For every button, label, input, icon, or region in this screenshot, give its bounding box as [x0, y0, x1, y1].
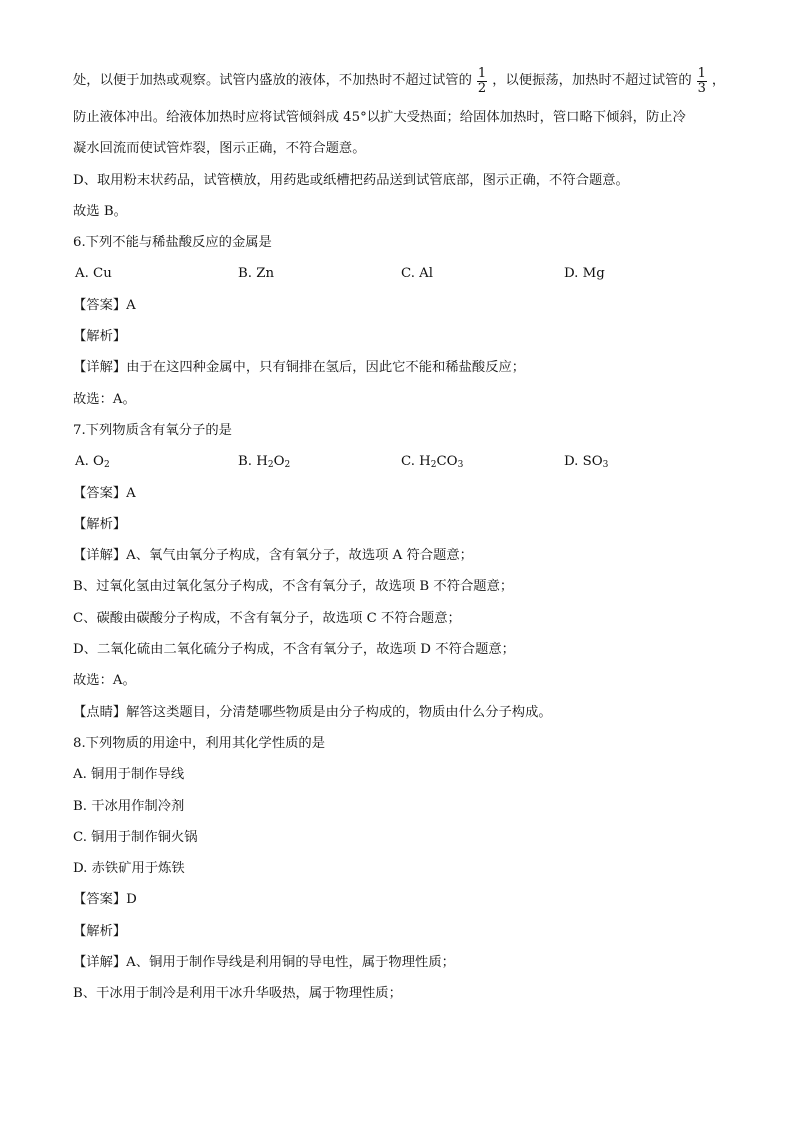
detail-text: B、干冰用于制冷是利用干冰升华吸热，属于物理性质；: [73, 986, 402, 1002]
option-d: D. 赤铁矿用于炼铁: [73, 861, 185, 877]
option-b: B. $H_2O_2$: [238, 454, 291, 471]
analysis-label: 【解析】: [73, 923, 127, 939]
text-segment: 处，以便于加热或观察。试管内盛放的液体，不加热时不超过试管的: [73, 73, 472, 88]
tip-text: 【点睛】解答这类题目，分清楚哪些物质是由分子构成的，物质由什么分子构成。: [73, 704, 552, 720]
option-b: B. 干冰用作制冷剂: [73, 798, 185, 814]
text-line: [73, 60, 733, 102]
question-6-options: [73, 258, 733, 289]
fraction-one-half: $\frac{1}{2}$: [477, 65, 487, 96]
answer-label: 【答案】A: [73, 485, 136, 501]
question-8-stem: 8.下列物质的用途中，利用其化学性质的是: [73, 735, 326, 751]
fraction-one-third: $\frac{1}{3}$: [697, 65, 706, 96]
detail-text: 【详解】A、铜用于制作导线是利用铜的导电性，属于物理性质；: [73, 955, 455, 971]
question-6-stem: 6.下列不能与稀盐酸反应的金属是: [73, 235, 272, 251]
answer-label: 【答案】A: [73, 297, 136, 313]
detail-text: D、二氧化硫由二氧化硫分子构成，不含有氧分子，故选项 D 不符合题意；: [73, 642, 515, 658]
text-line: 防止液体冲出。给液体加热时应将试管倾斜成 45°以扩大受热面；给固体加热时，管口略下倾斜，防止冷: [73, 110, 686, 125]
option-c: C. 铜用于制作铜火锅: [73, 829, 198, 845]
option-a: A. Cu: [75, 266, 112, 282]
conclusion-text: 故选：A。: [73, 391, 136, 407]
question-7-stem: 7.下列物质含有氧分子的是: [73, 422, 232, 438]
detail-text: 【详解】由于在这四种金属中，只有铜排在氢后，因此它不能和稀盐酸反应；: [73, 360, 526, 376]
detail-text: B、过氧化氢由过氧化氢分子构成，不含有氧分子，故选项 B 不符合题意；: [73, 579, 514, 595]
conclusion-text: 故选：A。: [73, 673, 136, 689]
option-c: C. Al: [401, 266, 434, 282]
text-line: 凝水回流而使试管炸裂，图示正确，不符合题意。: [73, 141, 366, 157]
option-a: A. $O_2$: [75, 454, 110, 471]
text-segment: ，: [711, 73, 726, 88]
option-d: D. Mg: [564, 266, 605, 282]
answer-label: 【答案】D: [73, 892, 137, 908]
text-line: D、取用粉末状药品，试管横放，用药匙或纸槽把药品送到试管底部，图示正确，不符合题意。: [73, 172, 629, 188]
text-line: 故选 B。: [73, 203, 127, 219]
question-7-options: [73, 446, 733, 477]
option-a: A. 铜用于制作导线: [73, 767, 185, 783]
option-d: D. $SO_3$: [564, 454, 609, 471]
option-b: B. Zn: [238, 266, 275, 282]
detail-text: 【详解】A、氧气由氧分子构成，含有氧分子，故选项 A 符合题意；: [73, 548, 473, 564]
option-c: C. $H_2CO_3$: [401, 454, 464, 471]
document-page: [73, 60, 733, 1010]
analysis-label: 【解析】: [73, 516, 127, 532]
analysis-label: 【解析】: [73, 329, 127, 345]
detail-text: C、碳酸由碳酸分子构成，不含有氧分子，故选项 C 不符合题意；: [73, 610, 461, 626]
text-segment: ，以便振荡，加热时不超过试管的: [492, 73, 692, 88]
